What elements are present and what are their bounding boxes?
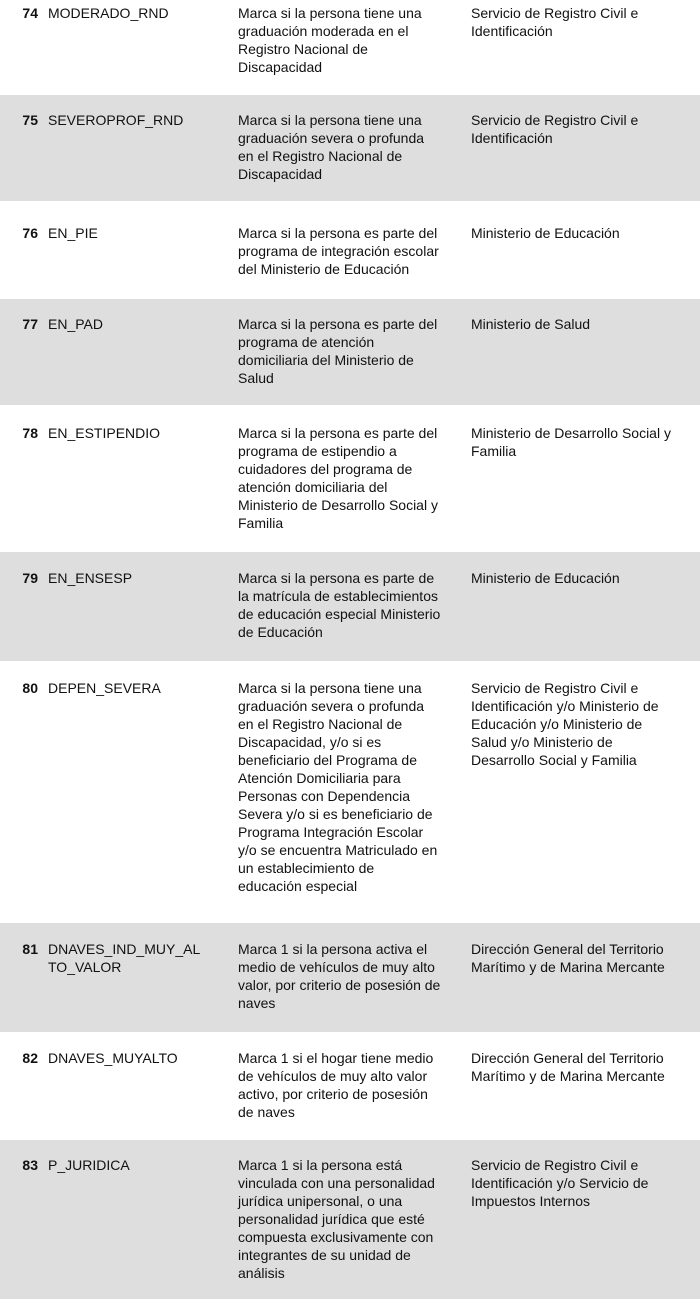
variable-description: Marca 1 si el hogar tiene medio de vehículos de muy alto valor activo, por criterio de posesión de naves xyxy=(238,1050,434,1120)
variable-code: EN_PAD xyxy=(48,316,103,332)
row-number: 78 xyxy=(22,425,38,441)
row-number: 82 xyxy=(22,1050,38,1066)
variable-code: EN_ENSESP xyxy=(48,570,133,586)
table-row xyxy=(0,923,700,1032)
row-number: 81 xyxy=(22,941,38,957)
data-source: Dirección General del Territorio Marítimo y de Marina Mercante xyxy=(471,1050,665,1084)
variable-description: Marca si la persona es parte de la matrícula de establecimientos de educación especial Ministerio de Educación xyxy=(238,570,441,640)
row-number: 75 xyxy=(22,112,38,128)
table-row xyxy=(0,552,700,661)
data-source: Servicio de Registro Civil e Identificación y/o Servicio de Impuestos Internos xyxy=(471,1157,649,1209)
table-row xyxy=(0,405,700,552)
variable-code: P_JURIDICA xyxy=(48,1157,130,1173)
variable-code: EN_PIE xyxy=(48,225,98,241)
data-source: Servicio de Registro Civil e Identificación xyxy=(471,112,639,146)
row-number: 83 xyxy=(22,1157,38,1173)
variable-description: Marca 1 si la persona está vinculada con una personalidad jurídica unipersonal, o una personalidad jurídica que esté compuesta exclusivamente con integrantes de su unidad de análisis xyxy=(238,1157,435,1281)
data-source: Servicio de Registro Civil e Identificación y/o Ministerio de Educación y/o Ministerio de Salud y/o Ministerio de Desarrollo Social y Familia xyxy=(471,680,659,768)
variable-code: DNAVES_IND_MUY_AL TO_VALOR xyxy=(48,941,201,975)
data-source: Ministerio de Desarrollo Social y Familia xyxy=(471,425,671,459)
variable-code: DEPEN_SEVERA xyxy=(48,680,161,696)
row-number: 77 xyxy=(22,316,38,332)
data-source: Dirección General del Territorio Marítimo y de Marina Mercante xyxy=(471,941,665,975)
row-number: 76 xyxy=(22,225,38,241)
variable-description: Marca 1 si la persona activa el medio de vehículos de muy alto valor, por criterio de posesión de naves xyxy=(238,941,441,1011)
variable-description: Marca si la persona es parte del programa de atención domiciliaria del Ministerio de Salud xyxy=(238,316,438,386)
row-number: 80 xyxy=(22,680,38,696)
data-source: Servicio de Registro Civil e Identificación xyxy=(471,5,639,39)
variable-description: Marca si la persona tiene una graduación severa o profunda en el Registro Nacional de Discapacidad, y/o si es beneficiario del Programa de Atención Domiciliaria para Personas con Dependencia Severa y/o si es beneficiario de Programa Integración Escolar y/o se encuentra Matriculado en un establecimiento de educación especial xyxy=(238,680,438,894)
variable-description: Marca si la persona tiene una graduación moderada en el Registro Nacional de Discapacidad xyxy=(238,5,422,75)
table-row xyxy=(0,201,700,299)
table-row xyxy=(0,299,700,405)
table-row xyxy=(0,95,700,201)
variable-description: Marca si la persona es parte del programa de integración escolar del Ministerio de Educación xyxy=(238,225,439,277)
table-row xyxy=(0,661,700,923)
variable-code: DNAVES_MUYALTO xyxy=(48,1050,178,1066)
row-number: 74 xyxy=(22,5,38,21)
row-number: 79 xyxy=(22,570,38,586)
table-row xyxy=(0,1032,700,1140)
table-row xyxy=(0,1140,700,1299)
table-row xyxy=(0,0,700,95)
variable-code: MODERADO_RND xyxy=(48,5,169,21)
variable-code: SEVEROPROF_RND xyxy=(48,112,184,128)
variable-code: EN_ESTIPENDIO xyxy=(48,425,161,441)
data-source: Ministerio de Educación xyxy=(471,570,620,586)
variable-description: Marca si la persona tiene una graduación severa o profunda en el Registro Nacional de Discapacidad xyxy=(238,112,425,182)
variable-description: Marca si la persona es parte del programa de estipendio a cuidadores del programa de atención domiciliaria del Ministerio de Desarrollo Social y Familia xyxy=(238,425,438,531)
data-source: Ministerio de Educación xyxy=(471,225,620,241)
data-source: Ministerio de Salud xyxy=(471,316,591,332)
